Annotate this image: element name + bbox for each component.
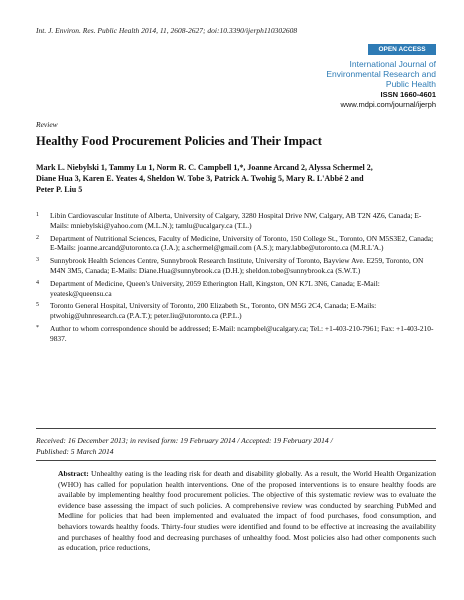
affiliation-text: Toronto General Hospital, University of Toronto, 200 Elizabeth St., Toronto, ON M5G 2C4, Canada; E-Mails: ptwohig@uhnresearch.ca (P.A.T.); peter.liu@utoronto.ca (P.P.L.) — [50, 301, 377, 321]
open-access-badge: OPEN ACCESS — [368, 44, 436, 55]
affiliation-text: Libin Cardiovascular Institute of Alberta, University of Calgary, 3280 Hospital Drive NW, Calgary, AB T2N 4Z6, Canada; E-Mails: mniebylski@yahoo.com (M.L.N.); tamlu@ucalgary.ca (T.L.) — [50, 211, 422, 230]
abstract-text: Unhealthy eating is the leading risk for death and disability globally. As a result, the World Health Organization (WHO) has called for population health interventions. One of the proposed interventions is to ensure healthy foods are available by implementing healthy food procurement policies. The objective of this systematic review was to evaluate the evidence base assessing the impact of such policies. A comprehensive review was conducted by searching PubMed and Medline for policies that had been implemented and evaluated the impact of food purchases, food consumption, and behaviors towards healthy foods. Thirty-four studies were identified and found to be effective at increasing the availability and purchases of healthy food and decreasing purchases of unhealthy food. Most policies also had other components such as education, price reductions, — [58, 469, 437, 553]
journal-masthead — [326, 59, 436, 110]
journal-website-link[interactable]: www.mdpi.com/journal/ijerph — [340, 100, 436, 109]
correspondence-marker: * — [36, 324, 39, 331]
affiliation-item — [36, 279, 438, 299]
correspondence-note — [36, 324, 438, 344]
dates-line: Published: 5 March 2014 — [36, 446, 114, 456]
journal-name-line3: Public Health — [385, 79, 436, 89]
author-line: Peter P. Liu 5 — [36, 185, 83, 194]
publication-dates — [36, 436, 436, 457]
abstract-label: Abstract: — [58, 469, 89, 478]
section-divider — [36, 460, 436, 461]
author-line: Mark L. Niebylski 1, Tammy Lu 1, Norm R. C. Campbell 1,*, Joanne Arcand 2, Alyssa Schermel 2, — [36, 163, 373, 172]
affiliation-item — [36, 301, 438, 321]
affiliation-item — [36, 234, 438, 254]
affiliation-text: Department of Medicine, Queen's University, 2059 Etherington Hall, Kingston, ON K7L 3N6, Canada; E-Mail: yeatesk@queensu.ca — [50, 278, 380, 298]
section-divider — [36, 428, 436, 429]
journal-name-line2: Environmental Research and — [326, 69, 436, 79]
dates-line: Received: 16 December 2013; in revised form: 19 February 2014 / Accepted: 19 February 2014 / — [36, 436, 333, 445]
paper-title: Healthy Food Procurement Policies and Their Impact — [36, 134, 322, 148]
author-line: Diane Hua 3, Karen E. Yeates 4, Sheldon W. Tobe 3, Patrick A. Twohig 5, Mary R. L'Abbé 2 and — [36, 174, 364, 183]
affiliation-item — [36, 256, 438, 276]
journal-citation: Int. J. Environ. Res. Public Health 2014, 11, 2608-2627; doi:10.3390/ijerph110302608 — [36, 26, 298, 35]
article-type: Review — [36, 120, 58, 129]
affiliation-list — [36, 211, 438, 347]
affiliation-number: 1 — [36, 212, 39, 218]
affiliation-number: 5 — [36, 302, 39, 309]
correspondence-text: Author to whom correspondence should be addressed; E-Mail: ncampbel@ucalgary.ca; Tel.: +1-403-210-7961; Fax: +1-403-210-9837. — [50, 323, 434, 343]
issn: ISSN 1660-4601 — [380, 90, 436, 99]
affiliation-number: 3 — [36, 257, 39, 264]
author-list — [36, 162, 436, 195]
affiliation-item — [36, 211, 438, 231]
affiliation-text: Sunnybrook Health Sciences Centre, Sunnybrook Research Institute, University of Toronto, Bayview Ave. E259, Toronto, ON M4N 3M5, Canada; E-Mails: Diane.Hua@sunnybrook.ca (D.H.); sheldon.tobe@sunnybrook.ca (S.W.T.) — [50, 256, 424, 275]
journal-name-line1: International Journal of — [349, 59, 436, 69]
affiliation-number: 2 — [36, 234, 39, 241]
abstract — [58, 469, 436, 554]
affiliation-text: Department of Nutritional Sciences, Faculty of Medicine, University of Toronto, 150 College St., Toronto, ON M5S3E2, Canada; E-Mails: joanne.arcand@utoronto.ca (J.A.); a.schermel@gmail.com (A.S.); mary.labbe@utoronto.ca (M.R.L'A.) — [50, 233, 434, 253]
affiliation-number: 4 — [36, 279, 39, 286]
